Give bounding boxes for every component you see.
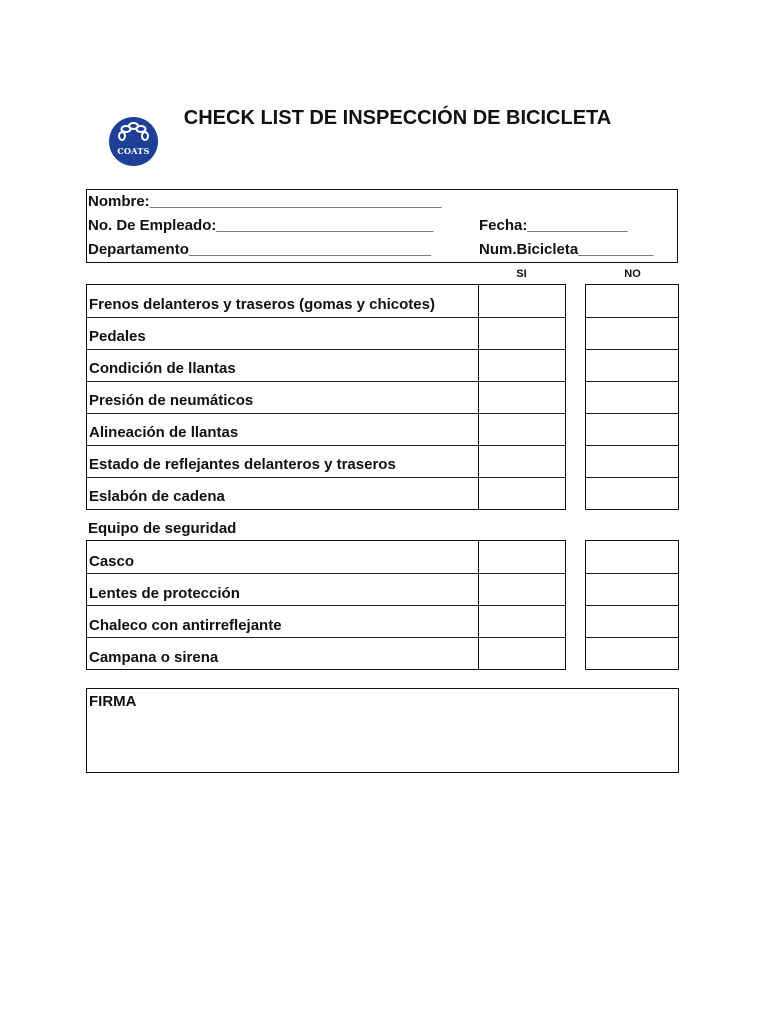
bicicleta-field[interactable]: Num.Bicicleta_________ (479, 241, 654, 258)
page-title: CHECK LIST DE INSPECCIÓN DE BICICLETA (183, 107, 612, 129)
safety-si-checkbox-column[interactable] (478, 540, 566, 670)
nombre-field[interactable]: Nombre:___________________________________ (88, 193, 442, 210)
inspection-item-cadena: Eslabón de cadena (89, 488, 225, 505)
safety-item-lentes: Lentes de protección (89, 585, 240, 602)
chain-link-icon (109, 117, 158, 166)
coats-logo (109, 117, 158, 166)
inspection-item-presion: Presión de neumáticos (89, 392, 254, 409)
inspection-table (86, 284, 479, 510)
signature-box[interactable] (86, 688, 679, 773)
safety-no-checkbox-column[interactable] (585, 540, 679, 670)
safety-item-chaleco: Chaleco con antirreflejante (89, 617, 282, 634)
column-header-no: NO (624, 268, 641, 280)
inspection-item-llantas: Condición de llantas (89, 360, 236, 377)
safety-item-campana: Campana o sirena (89, 649, 219, 666)
departamento-field[interactable]: Departamento_____________________________ (88, 241, 431, 258)
logo-text: COATS (117, 146, 150, 156)
safety-section-title: Equipo de seguridad (88, 520, 237, 537)
safety-item-casco: Casco (89, 553, 135, 570)
column-header-si: SI (516, 268, 527, 280)
inspection-item-reflejantes: Estado de reflejantes delanteros y traseros (89, 456, 396, 473)
safety-table (86, 540, 479, 670)
no-checkbox-column[interactable] (585, 284, 679, 510)
inspection-item-alineacion: Alineación de llantas (89, 424, 239, 441)
inspection-item-frenos: Frenos delanteros y traseros (gomas y chicotes) (89, 296, 435, 313)
si-checkbox-column[interactable] (478, 284, 566, 510)
employee-info-box (86, 189, 678, 263)
fecha-field[interactable]: Fecha:____________ (479, 217, 628, 234)
inspection-item-pedales: Pedales (89, 328, 146, 345)
empleado-field[interactable]: No. De Empleado:__________________________ (88, 217, 434, 234)
signature-label: FIRMA (89, 693, 137, 710)
